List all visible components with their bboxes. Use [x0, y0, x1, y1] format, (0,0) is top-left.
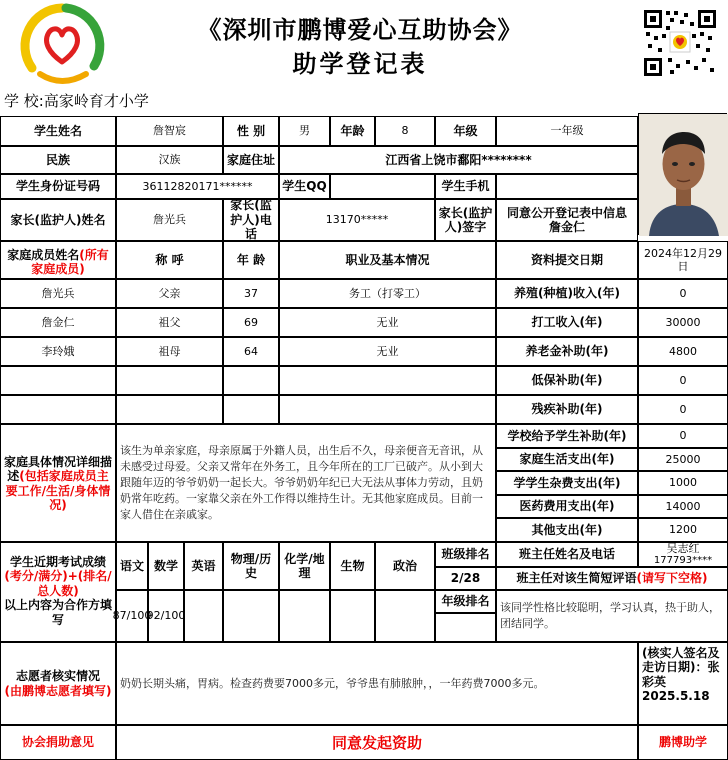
finance-value: 30000: [638, 308, 728, 337]
subject-header: 英语: [184, 542, 223, 590]
student-name-value: 詹智宸: [116, 116, 223, 146]
guardian-phone-value: 13170*****: [279, 199, 435, 241]
class-rank-value: 2/28: [435, 567, 496, 590]
family-desc-label: [0, 424, 116, 542]
finance-label: 残疾补助(年): [496, 395, 638, 424]
finance-value: 0: [638, 395, 728, 424]
member-job: 务工（打零工）: [279, 279, 496, 308]
subject-header: 政治: [375, 542, 435, 590]
member-age: 37: [223, 279, 279, 308]
family-desc-text: 该生为单亲家庭，母亲原属于外籍人员，出生后不久，母亲便音无音讯，从未感受过母爱。父亲又常年在外务工，且今年所在的工厂已破产。从小到大跟随年迈的爷爷奶奶一起长大。爷爷奶奶年纪已大无法从事体力劳动，且奶奶常年吃药。一家靠父亲在外工作得以维持生计。无其他家庭成员。目前一家人借住在亲戚家。: [116, 424, 496, 542]
gender-value: 男: [279, 116, 330, 146]
form-subtitle: 助学登记表: [292, 49, 428, 78]
comment-label: [496, 567, 728, 590]
consent-label: 同意公开登记表中信息: [506, 205, 627, 220]
finance-value: 0: [638, 424, 728, 448]
member-age: 69: [223, 308, 279, 337]
comment-label-note: (请写下空格): [636, 571, 708, 586]
subject-score: [375, 590, 435, 642]
member-relation: 父亲: [116, 279, 223, 308]
student-phone-value: [496, 174, 638, 199]
subject-score: [223, 590, 279, 642]
student-name-label: 学生姓名: [0, 116, 116, 146]
member-job: [279, 395, 496, 424]
ethnicity-label: 民族: [0, 146, 116, 174]
teacher-phone: 177793****: [653, 555, 713, 567]
teacher-comment: 该同学性格比较聪明，学习认真，热于助人，团结同学。: [496, 590, 728, 642]
members-header-label: [0, 241, 116, 279]
grade-rank-value: [435, 613, 496, 642]
exam-note-partner: 以上内容为合作方填写: [3, 598, 112, 627]
subject-score: 87/100: [116, 590, 148, 642]
member-age: [223, 395, 279, 424]
submit-date-label: 资料提交日期: [496, 241, 638, 279]
subject-header: 语文: [116, 542, 148, 590]
teacher-contact: [638, 542, 728, 567]
member-name: 詹光兵: [0, 279, 116, 308]
teacher-name: 吴志红: [666, 541, 700, 555]
member-name: [0, 366, 116, 395]
student-qq-label: 学生QQ: [279, 174, 330, 199]
member-age: [223, 366, 279, 395]
finance-value: 0: [638, 366, 728, 395]
subject-header: 物理/历史: [223, 542, 279, 590]
guardian-phone-label: 家长(监护人)电话: [223, 199, 279, 241]
heart-logo-icon: [20, 4, 104, 84]
school-name: 学 校:高家岭育才小学: [4, 92, 149, 110]
subject-score: [330, 590, 375, 642]
members-header-note: (所有家庭成员): [31, 248, 109, 277]
members-header-text: 家庭成员姓名: [7, 248, 80, 262]
form-header: [0, 0, 728, 110]
volunteer-label: [0, 642, 116, 725]
finance-label: 家庭生活支出(年): [496, 448, 638, 471]
member-name: [0, 395, 116, 424]
member-relation: [116, 366, 223, 395]
grade-rank-label: 年级排名: [435, 590, 496, 613]
finance-value: 4800: [638, 337, 728, 366]
member-job: 无业: [279, 308, 496, 337]
org-name: 鹏博助学: [638, 725, 728, 760]
subject-score: [279, 590, 330, 642]
guardian-name-value: 詹光兵: [116, 199, 223, 241]
student-qq-value: [330, 174, 435, 199]
opinion-value: 同意发起资助: [116, 725, 638, 760]
member-name: 李玲娥: [0, 337, 116, 366]
guardian-consent: [496, 199, 638, 241]
finance-label: 学学生杂费支出(年): [496, 471, 638, 495]
ethnicity-value: 汉族: [116, 146, 223, 174]
finance-label: 学校给予学生补助(年): [496, 424, 638, 448]
finance-label: 养老金补助(年): [496, 337, 638, 366]
volunteer-title: 志愿者核实情况: [15, 669, 100, 684]
volunteer-note: (由鹏博志愿者填写): [4, 683, 112, 698]
exam-note: (考分/满分)+(排名/总人数): [4, 569, 112, 598]
member-relation: 祖父: [116, 308, 223, 337]
consent-signature: 詹金仁: [548, 220, 585, 234]
comment-label-text: 班主任对该生简短评语: [516, 571, 637, 586]
member-job: [279, 366, 496, 395]
subject-header: 生物: [330, 542, 375, 590]
finance-value: 25000: [638, 448, 728, 471]
verify-date: 2025.5.18: [642, 689, 710, 704]
member-age: 64: [223, 337, 279, 366]
finance-value: 1000: [638, 471, 728, 495]
finance-label: 低保补助(年): [496, 366, 638, 395]
age-value: 8: [375, 116, 435, 146]
address-value: 江西省上饶市鄱阳********: [279, 146, 638, 174]
col-relation: 称 呼: [116, 241, 223, 279]
finance-label: 其他支出(年): [496, 518, 638, 542]
subject-score: 92/100: [148, 590, 184, 642]
guardian-sign-label: 家长(监护人)签字: [435, 199, 496, 241]
family-desc-title: 家庭具体情况详细描述: [3, 455, 112, 484]
exam-title: 学生近期考试成绩: [9, 555, 106, 569]
subject-header: 化学/地理: [279, 542, 330, 590]
subject-score: [184, 590, 223, 642]
verify-signature: (核实人签名及走访日期)：张彩英: [642, 646, 720, 689]
volunteer-notes: 奶奶长期头痛，胃病。检查药费要7000多元，爷爷患有肺脓肿，，一年药费7000多元。: [116, 642, 638, 725]
address-label: 家庭住址: [223, 146, 279, 174]
member-name: 詹金仁: [0, 308, 116, 337]
member-relation: 祖母: [116, 337, 223, 366]
qr-code-icon: [642, 8, 718, 78]
gender-label: 性 别: [223, 116, 279, 146]
subject-header: 数学: [148, 542, 184, 590]
finance-label: 打工收入(年): [496, 308, 638, 337]
verify-info: [638, 642, 728, 725]
grade-value: 一年级: [496, 116, 638, 146]
family-desc-note: (包括家庭成员主要工作/生活/身体情况): [5, 469, 111, 513]
finance-value: 14000: [638, 495, 728, 518]
finance-value: 0: [638, 279, 728, 308]
form-title: 《深圳市鹏博爱心互助协会》: [197, 15, 523, 44]
class-rank-label: 班级排名: [435, 542, 496, 567]
grade-label: 年级: [435, 116, 496, 146]
registration-table: [0, 116, 728, 760]
exam-label: [0, 542, 116, 642]
col-age: 年 龄: [223, 241, 279, 279]
member-relation: [116, 395, 223, 424]
student-id-label: 学生身份证号码: [0, 174, 116, 199]
teacher-label: 班主任姓名及电话: [496, 542, 638, 567]
student-id-value: 36112820171******: [116, 174, 279, 199]
finance-label: 养殖(种植)收入(年): [496, 279, 638, 308]
finance-value: 1200: [638, 518, 728, 542]
col-job: 职业及基本情况: [279, 241, 496, 279]
finance-label: 医药费用支出(年): [496, 495, 638, 518]
member-job: 无业: [279, 337, 496, 366]
opinion-label: 协会捐助意见: [0, 725, 116, 760]
guardian-name-label: 家长(监护人)姓名: [0, 199, 116, 241]
student-phone-label: 学生手机: [435, 174, 496, 199]
submit-date-value: 2024年12月29日: [638, 241, 728, 279]
age-label: 年龄: [330, 116, 375, 146]
